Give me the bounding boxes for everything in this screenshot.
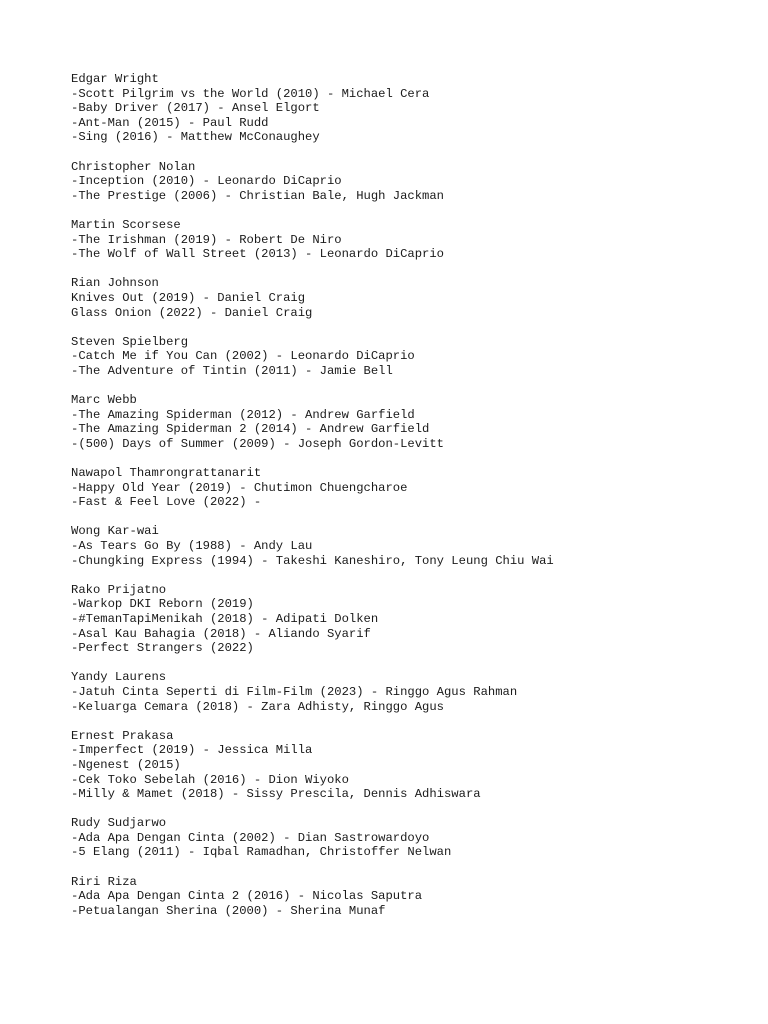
- director-name: Rako Prijatno: [71, 582, 167, 597]
- film-entry: -As Tears Go By (1988) - Andy Lau: [71, 539, 313, 553]
- document-page: [71, 72, 751, 933]
- film-entry: -Scott Pilgrim vs the World (2010) - Michael Cera: [71, 86, 430, 101]
- film-entry: -Jatuh Cinta Seperti di Film-Film (2023) - Ringgo Agus Rahman: [71, 684, 518, 699]
- director-section: [71, 583, 751, 656]
- director-section: [71, 816, 751, 860]
- director-section: [71, 276, 751, 320]
- film-entry: -The Adventure of Tintin (2011) - Jamie Bell: [71, 363, 393, 378]
- film-entry: Knives Out (2019) - Daniel Craig: [71, 290, 306, 305]
- director-name: Edgar Wright: [71, 72, 159, 86]
- film-entry: -(500) Days of Summer (2009) - Joseph Gordon-Levitt: [71, 436, 444, 451]
- director-section: [71, 72, 751, 145]
- director-section: [71, 160, 751, 204]
- film-entry: -Inception (2010) - Leonardo DiCaprio: [71, 174, 342, 189]
- film-entry: Glass Onion (2022) - Daniel Craig: [71, 305, 313, 320]
- film-entry: -Baby Driver (2017) - Ansel Elgort: [71, 101, 320, 116]
- film-entry: -Petualangan Sherina (2000) - Sherina Munaf: [71, 903, 386, 918]
- film-entry: -Asal Kau Bahagia (2018) - Aliando Syarif: [71, 626, 371, 641]
- director-name: Rian Johnson: [71, 276, 159, 291]
- director-section: [71, 670, 751, 714]
- film-entry: -#TemanTapiMenikah (2018) - Adipati Dolken: [71, 611, 379, 626]
- film-entry: -Warkop DKI Reborn (2019): [71, 597, 254, 612]
- film-entry: -Cek Toko Sebelah (2016) - Dion Wiyoko: [71, 772, 349, 787]
- director-section: [71, 218, 751, 262]
- film-entry: -Imperfect (2019) - Jessica Milla: [71, 743, 313, 758]
- director-section: [71, 875, 751, 919]
- director-name: Martin Scorsese: [71, 217, 181, 232]
- film-entry: -Keluarga Cemara (2018) - Zara Adhisty, Ringgo Agus: [71, 699, 444, 714]
- film-entry: -Chungking Express (1994) - Takeshi Kaneshiro, Tony Leung Chiu Wai: [71, 553, 554, 568]
- director-section: [71, 524, 751, 568]
- film-entry: -Catch Me if You Can (2002) - Leonardo DiCaprio: [71, 349, 415, 364]
- director-name: Christopher Nolan: [71, 159, 196, 174]
- film-entry: -Ada Apa Dengan Cinta (2002) - Dian Sastrowardoyo: [71, 830, 430, 845]
- film-entry: -Ngenest (2015): [71, 757, 181, 772]
- director-name: Yandy Laurens: [71, 670, 167, 685]
- director-section: [71, 335, 751, 379]
- film-entry: -Happy Old Year (2019) - Chutimon Chuengcharoe: [71, 480, 408, 495]
- director-name: Wong Kar-wai: [71, 524, 159, 539]
- film-entry: -Ant-Man (2015) - Paul Rudd: [71, 115, 269, 130]
- film-entry: -The Amazing Spiderman (2012) - Andrew Garfield: [71, 407, 415, 422]
- director-name: Ernest Prakasa: [71, 728, 174, 743]
- film-entry: -Fast & Feel Love (2022) -: [71, 495, 262, 510]
- director-name: Nawapol Thamrongrattanarit: [71, 466, 262, 481]
- director-name: Riri Riza: [71, 874, 137, 889]
- film-entry: -The Amazing Spiderman 2 (2014) - Andrew Garfield: [71, 422, 430, 437]
- film-entry: -The Irishman (2019) - Robert De Niro: [71, 232, 342, 247]
- director-name: Steven Spielberg: [71, 334, 189, 349]
- film-entry: -Ada Apa Dengan Cinta 2 (2016) - Nicolas Saputra: [71, 889, 423, 904]
- film-entry: -Perfect Strangers (2022): [71, 641, 254, 656]
- film-entry: -5 Elang (2011) - Iqbal Ramadhan, Christoffer Nelwan: [71, 845, 452, 860]
- director-name: Marc Webb: [71, 393, 137, 408]
- director-section: [71, 729, 751, 802]
- film-entry: -The Prestige (2006) - Christian Bale, Hugh Jackman: [71, 188, 444, 203]
- film-entry: -The Wolf of Wall Street (2013) - Leonardo DiCaprio: [71, 247, 444, 262]
- director-name: Rudy Sudjarwo: [71, 816, 167, 831]
- film-entry: -Milly & Mamet (2018) - Sissy Prescila, Dennis Adhiswara: [71, 787, 481, 802]
- director-section: [71, 466, 751, 510]
- film-entry: -Sing (2016) - Matthew McConaughey: [71, 130, 320, 145]
- director-section: [71, 393, 751, 451]
